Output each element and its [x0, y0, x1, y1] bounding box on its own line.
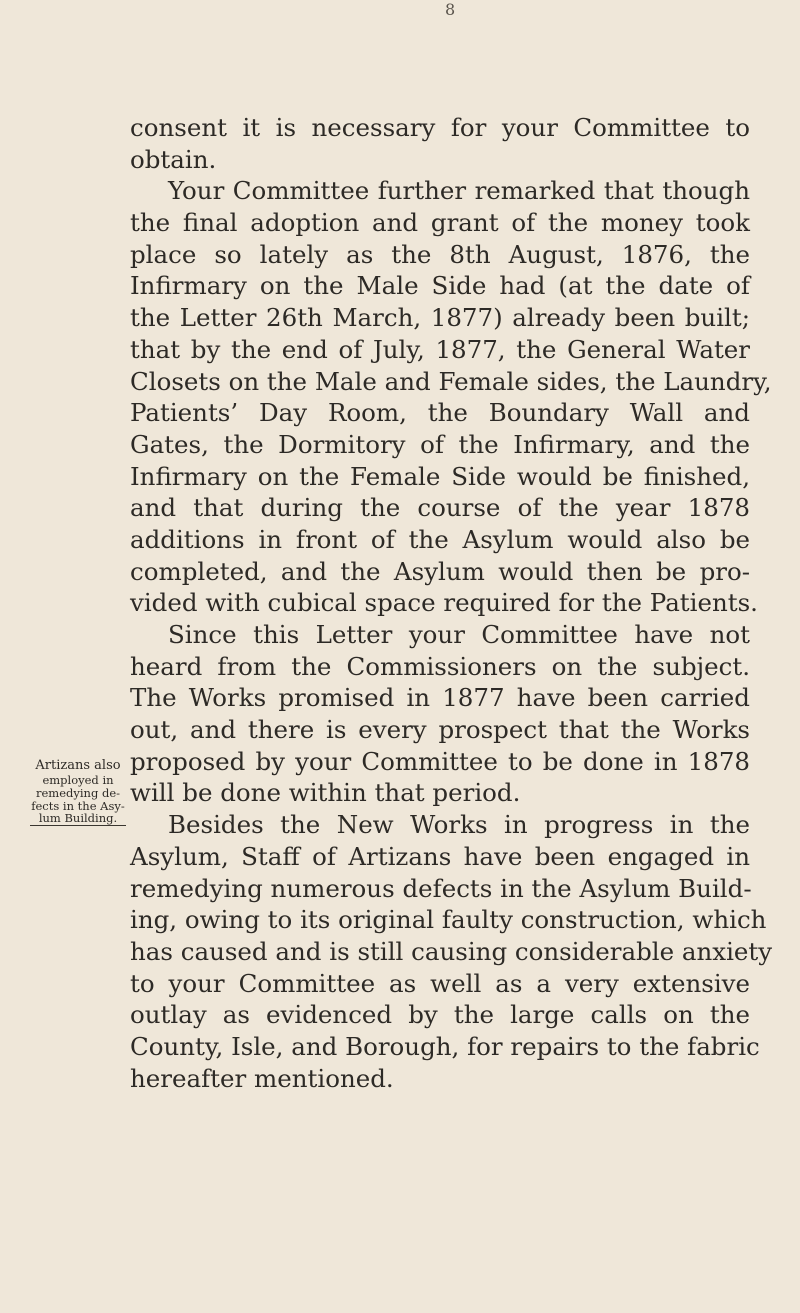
text-line: completed, and the Asylum would then be pro-: [130, 556, 750, 586]
text-line: ing, owing to its original faulty construction, which: [130, 905, 767, 935]
margin-note: [30, 758, 126, 826]
page-number: 8: [445, 0, 456, 19]
text-line: has caused and is still causing considerable anxiety: [130, 936, 773, 966]
text-line: Asylum, Staff of Artizans have been engaged in: [130, 841, 750, 871]
text-line: consent it is necessary for your Committee to: [130, 113, 750, 142]
text-line: and that during the course of the year 1878: [130, 493, 750, 523]
text-line: vided with cubical space required for the Patients.: [130, 588, 758, 618]
text-line: Infirmary on the Female Side would be finished,: [130, 461, 750, 491]
margin-note-line: Artizans also: [35, 758, 121, 773]
text-line: hereafter mentioned.: [130, 1063, 394, 1093]
text-line: remedying numerous defects in the Asylum Build-: [130, 873, 752, 903]
text-line: Besides the New Works in progress in the: [168, 810, 750, 840]
text-line: Gates, the Dormitory of the Infirmary, and the: [130, 429, 750, 459]
text-line: outlay as evidenced by the large calls on the: [130, 1000, 750, 1030]
text-line: the Letter 26th March, 1877) already been built;: [130, 303, 750, 333]
text-line: County, Isle, and Borough, for repairs to the fabric: [130, 1031, 760, 1061]
text-line: The Works promised in 1877 have been carried: [130, 683, 750, 713]
text-line: additions in front of the Asylum would also be: [130, 524, 750, 554]
text-line: that by the end of July, 1877, the General Water: [130, 334, 750, 364]
text-line: out, and there is every prospect that the Works: [130, 715, 750, 745]
text-line: proposed by your Committee to be done in 1878: [130, 746, 750, 776]
text-line: Patients’ Day Room, the Boundary Wall and: [130, 398, 750, 428]
text-line: will be done within that period.: [130, 778, 521, 808]
text-line: place so lately as the 8th August, 1876, the: [130, 239, 750, 269]
margin-note-line: lum Building.: [30, 812, 126, 826]
text-line: Infirmary on the Male Side had (at the date of: [130, 271, 750, 301]
text-line: Your Committee further remarked that though: [168, 176, 750, 206]
text-line: the final adoption and grant of the money took: [130, 208, 750, 238]
text-line: obtain.: [130, 144, 217, 174]
margin-note-line: remedying de-: [35, 785, 121, 800]
text-line: Closets on the Male and Female sides, the Laundry,: [130, 366, 772, 396]
text-line: heard from the Commissioners on the subject.: [130, 651, 750, 681]
text-line: to your Committee as well as a very extensive: [130, 968, 750, 998]
margin-note-line: employed in: [42, 773, 114, 787]
body-text: [130, 112, 773, 1094]
margin-note-line: fects in the Asy-: [31, 798, 125, 813]
text-line: Since this Letter your Committee have not: [168, 620, 750, 649]
